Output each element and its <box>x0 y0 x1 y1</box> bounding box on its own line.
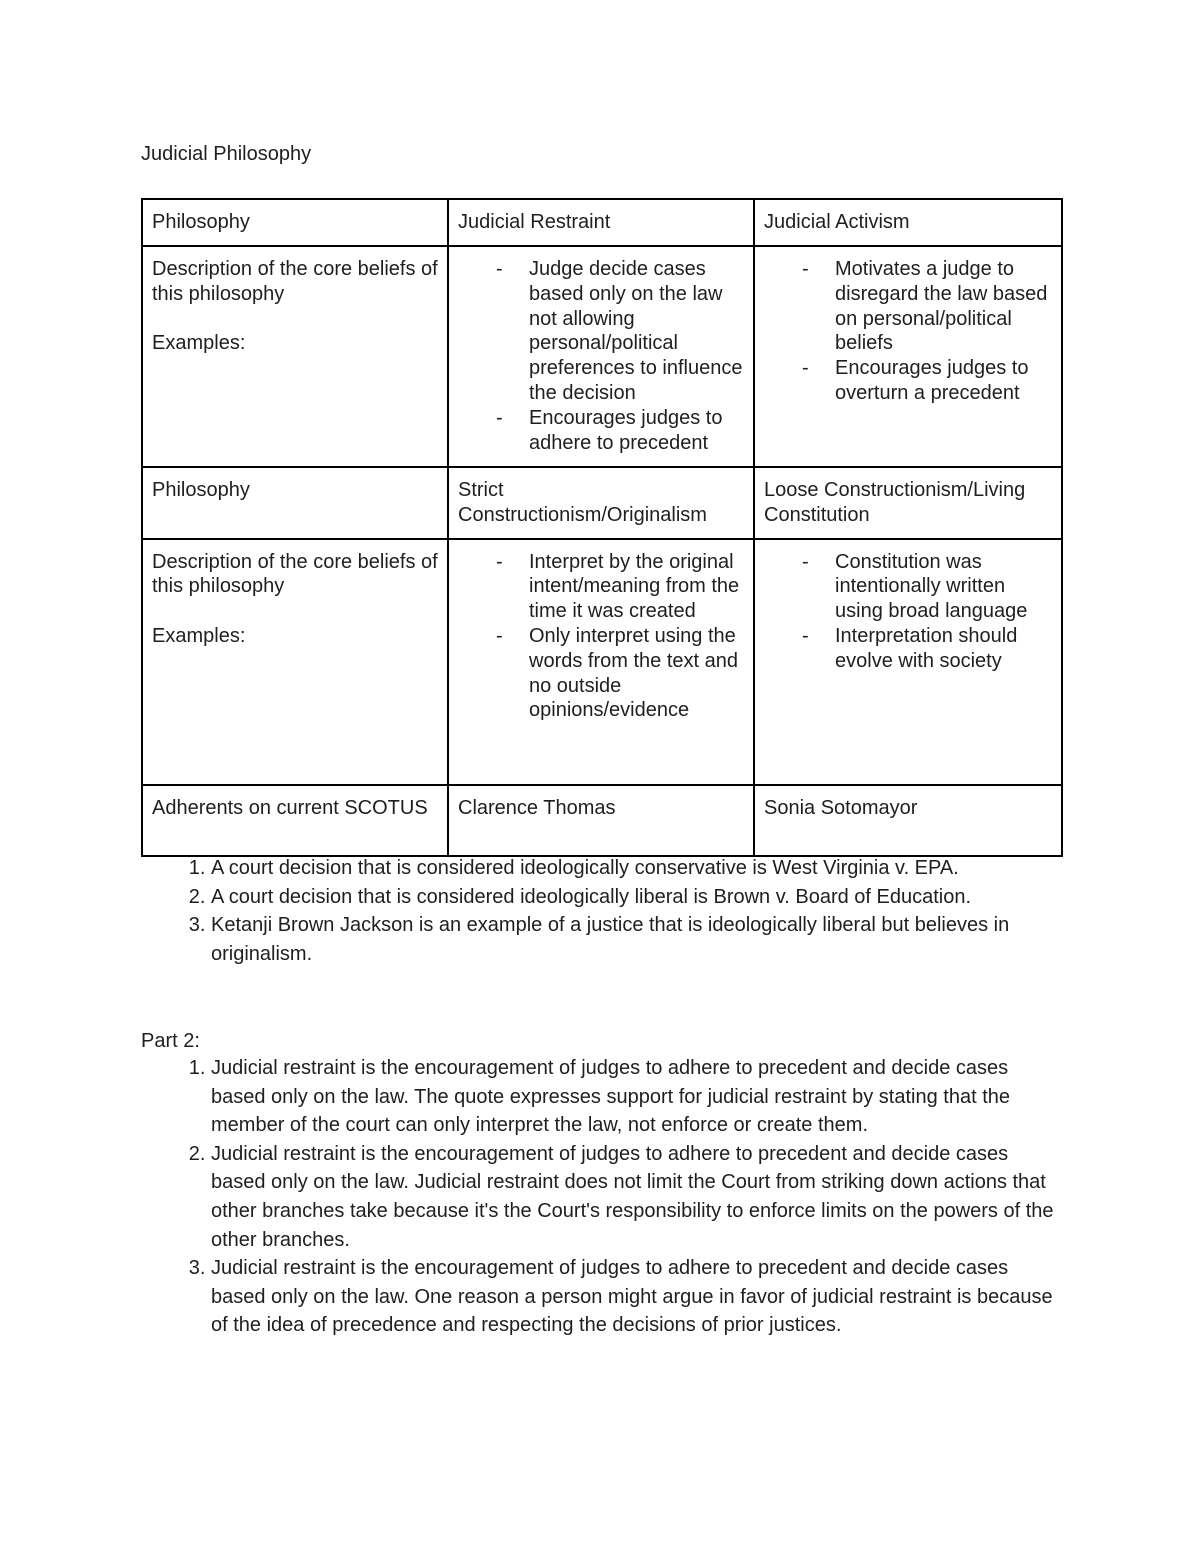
list-item: - Encourages judges to adhere to precedent <box>529 406 745 456</box>
table-cell-strict-beliefs <box>448 539 754 785</box>
table-cell-restraint-heading: Judicial Restraint <box>448 199 754 246</box>
list-item: - Encourages judges to overturn a precedent <box>835 356 1053 406</box>
table-cell-strict-heading: Strict Constructionism/Originalism <box>448 467 754 539</box>
table-cell-loose-heading: Loose Constructionism/Living Constitution <box>754 467 1062 539</box>
bullet-list <box>764 257 1053 406</box>
table-cell-row-label: Philosophy <box>142 467 448 539</box>
list-item: 2. A court decision that is considered ideologically liberal is Brown v. Board of Education. <box>211 883 1061 912</box>
list-item: 3. Judicial restraint is the encouragement of judges to adhere to precedent and decide cases based only on the law. One reason a person might argue in favor of judicial restraint is because of the idea of precedence and respecting the decisions of prior justices. <box>211 1254 1061 1340</box>
bullet-list <box>764 550 1053 674</box>
list-item: - Only interpret using the words from the text and no outside opinions/evidence <box>529 624 745 723</box>
table-cell-description <box>142 246 448 467</box>
table-cell-activism-adherent: Sonia Sotomayor <box>754 785 1062 856</box>
part2-answer-list <box>141 1054 1061 1340</box>
examples-label: Examples: <box>152 332 246 355</box>
list-item: - Interpretation should evolve with society <box>835 624 1053 674</box>
list-item: 2. Judicial restraint is the encouragement of judges to adhere to precedent and decide cases based only on the law. Judicial restraint does not limit the Court from striking down actions that other branches take because it's the Court's responsibility to enforce limits on the powers of the other branches. <box>211 1140 1061 1254</box>
list-item: - Constitution was intentionally written using broad language <box>835 550 1053 624</box>
part2-heading: Part 2: <box>141 1030 200 1052</box>
list-item: - Interpret by the original intent/meaning from the time it was created <box>529 550 745 624</box>
examples-label: Examples: <box>152 624 246 647</box>
table-cell-loose-beliefs <box>754 539 1062 785</box>
list-item: - Judge decide cases based only on the law not allowing personal/political preferences to influence the decision <box>529 257 745 406</box>
description-text: Description of the core beliefs of this philosophy <box>152 550 438 598</box>
list-item: 1. Judicial restraint is the encouragement of judges to adhere to precedent and decide cases based only on the law. The quote expresses support for judicial restraint by stating that the member of the court can only interpret the law, not enforce or create them. <box>211 1054 1061 1140</box>
list-item: 3. Ketanji Brown Jackson is an example of a justice that is ideologically liberal but believes in originalism. <box>211 911 1061 968</box>
table-row <box>142 199 1062 246</box>
table-cell-row-label: Philosophy <box>142 199 448 246</box>
table-cell-activism-heading: Judicial Activism <box>754 199 1062 246</box>
list-item: 1. A court decision that is considered ideologically conservative is West Virginia v. EPA. <box>211 854 1061 883</box>
philosophy-table <box>141 198 1063 857</box>
bullet-list <box>458 550 745 724</box>
table-cell-restraint-beliefs <box>448 246 754 467</box>
document-title: Judicial Philosophy <box>141 143 312 165</box>
part1-answer-list <box>141 854 1061 968</box>
table-row <box>142 785 1062 856</box>
table-cell-activism-beliefs <box>754 246 1062 467</box>
bullet-list <box>458 257 745 455</box>
description-text: Description of the core beliefs of this philosophy <box>152 258 438 305</box>
table-cell-description <box>142 539 448 785</box>
table-row <box>142 246 1062 467</box>
table-row <box>142 539 1062 785</box>
table-row <box>142 467 1062 539</box>
table-cell-row-label: Adherents on current SCOTUS <box>142 785 448 856</box>
list-item: - Motivates a judge to disregard the law based on personal/political beliefs <box>835 257 1053 356</box>
table-cell-restraint-adherent: Clarence Thomas <box>448 785 754 856</box>
